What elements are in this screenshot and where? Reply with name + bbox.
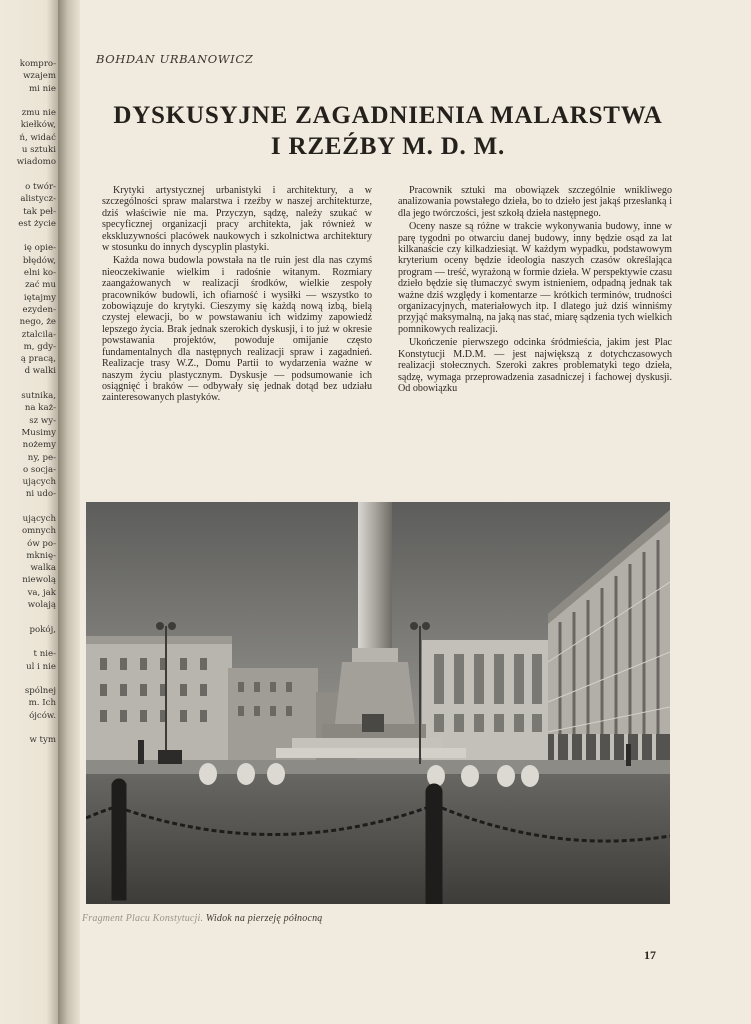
paragraph: Krytyki artystycznej urbanistyki i architektury, a w szczególności spraw malarstwa i rzeźby w naszej architekturze, dziś właściwie nie ma. Przyczyn, sądzę, należy szukać w specyficznej organizacji pracy architekta, jak również w ekskluzywności placówek naukowych i szkolnictwa architektury w stosunku do innych dyscyplin plastyki. (102, 185, 372, 254)
left-page-fragment (0, 230, 56, 242)
left-page-fragment: est życie (18, 218, 56, 229)
book-spine (58, 0, 80, 1024)
photo-plac-konstytucji (86, 502, 670, 904)
left-page-fragment: ni udo- (25, 489, 56, 500)
title-line-2: I RZEŹBY M. D. M. (270, 133, 506, 160)
left-page-fragment: Musimy (21, 427, 56, 438)
page-number: 17 (644, 948, 656, 962)
left-page-fragment: błędów, (22, 255, 56, 266)
left-page-fragment: nego, że (19, 317, 56, 328)
left-page-fragment: kiełków, (20, 120, 56, 131)
photo-caption (82, 913, 323, 924)
left-page-fragment: omnych (21, 526, 56, 537)
building-left (86, 642, 232, 762)
paragraph: Każda nowa budowla powstała na tle ruin jest dla nas czymś nieoczekiwanie wielkim i radośnie witanym. Rozmiary zaangażowanych w realizacji środków, wielkie zespoły pracowników budowli, ich ofiarność i wysiłki — wszystko to zobowiązuje do krytyki. Cieszymy się każdą nową izbą, bielą czystej elewacji, bo w powstawaniu ich widzimy zapowiedź lepszego życia. Brak jednak szerokich dyskusji, i to już w okresie powstawania projektów, powoduje omijanie często fundamentalnych dla następnych realizacji spraw i zagadnień. Realizacje trasy W.Z., Domu Partii to wydarzenia ważne w naszym życiu plastycznym. Dyskusje — podsumowanie ich osiągnięć i braków — odbywały się jednak dotąd bez udziału zainteresowanych plastyków. (102, 255, 372, 404)
left-page-fragment: ię opie- (24, 243, 56, 254)
left-page-fragment (0, 95, 56, 107)
square-pavement (86, 760, 670, 904)
left-page-fragment: mknię- (26, 550, 56, 561)
left-page-fragment: ójców. (29, 710, 56, 721)
left-page-fragment: sutnika, (21, 391, 56, 402)
left-page-fragment: alistycz- (20, 194, 56, 205)
left-page-fragment: ztalcila- (21, 329, 56, 340)
left-page-fragment (0, 722, 56, 734)
left-page-fragment: u sztuki (21, 145, 56, 156)
left-page-fragment: ą pracą, (20, 354, 56, 365)
left-page-fragment (0, 636, 56, 648)
left-page-fragment: zać mu (25, 280, 56, 291)
left-page-fragment: o twór- (25, 181, 56, 192)
left-page-text-fragments (0, 58, 56, 747)
article-column-right (398, 185, 672, 396)
left-page-fragment: pokój, (29, 624, 56, 635)
left-page (0, 0, 58, 1024)
left-page-fragment: ów po- (27, 538, 56, 549)
monument-column (358, 502, 392, 652)
left-page-fragment: tak peł- (23, 206, 56, 217)
left-page-fragment: o socja- (23, 464, 56, 475)
left-page-fragment (0, 169, 56, 181)
left-page-fragment (0, 673, 56, 685)
left-page-fragment: wzajem (23, 71, 56, 82)
left-page-fragment: iętajmy (23, 292, 56, 303)
left-page-fragment: m. Ich (28, 698, 56, 709)
paragraph: Ukończenie pierwszego odcinka śródmieścia, jakim jest Plac Konstytucji M.D.M. — jest największą z dotychczasowych realizacji stołecznych. Szeroki zakres problematyki tego dzieła, sądzę, wymaga przeprowadzenia zasadniczej i fachowej dyskusji. Od obowiązku (398, 337, 672, 394)
paragraph: Pracownik sztuki ma obowiązek szczególnie wnikliwego analizowania powstałego dzieła, bo to dzieło jest jakąś przesłanką i dla jego twórczości, jest szkołą dzieła następnego. (398, 185, 672, 219)
article-column-left (102, 185, 372, 406)
left-page-fragment: t nie- (33, 649, 56, 660)
left-page-fragment: walka (30, 563, 56, 574)
left-page-fragment: wiadomo (16, 157, 56, 168)
article-photo (86, 502, 670, 904)
left-page-fragment (0, 378, 56, 390)
article-title (90, 100, 686, 162)
caption-faded: Fragment Placu Konstytucji. (82, 913, 204, 924)
left-page-fragment: mi nie (29, 83, 56, 94)
left-page-fragment: nożemy (22, 440, 56, 451)
paragraph: Oceny nasze są różne w trakcie wykonywania budowy, inne w parę tygodni po otwarciu danej budowy, inny będzie osąd za lat kilkanaście czy kilkadziesiąt. W każdym wypadku, podstawowym kryterium oceny będzie ideologia naszych czasów określająca program — treść, wyrażoną w formie dzieła. W perspektywie czasu dzieło będzie się tłumaczyć swym istnieniem, odpadną jednak tak ważne dziś względy i komentarze — krótkich terminów, trudności organizacyjnych, materiałowych itp. I dlatego już dziś winniśmy przyjąć maksymalną, na jaką nas stać, miarę sądzenia tych wielkich pomnikowych realizacji. (398, 221, 673, 335)
left-page-fragment: w tym (29, 735, 56, 746)
left-page-fragment: sz wy- (29, 415, 56, 426)
title-line-1: DYSKUSYJNE ZAGADNIENIA MALARSTWA (113, 102, 663, 129)
left-page-fragment: ezyden- (22, 304, 56, 315)
left-page-fragment: zmu nie (21, 108, 56, 119)
left-page-fragment: ujących (22, 477, 56, 488)
left-page-fragment: elni ko- (23, 268, 56, 279)
left-page-fragment (0, 501, 56, 513)
left-page-fragment: m, gdy- (23, 341, 56, 352)
left-page-fragment: ujących (22, 513, 56, 524)
left-page-fragment: d walki (24, 366, 56, 377)
caption-text: Widok na pierzeję północną (205, 913, 323, 924)
left-page-fragment: wolają (27, 600, 56, 611)
left-page-fragment: kompro- (19, 59, 56, 69)
left-page-fragment: ń, widać (19, 132, 56, 143)
left-page-fragment: na każ- (24, 403, 56, 414)
left-page-fragment: ul i nie (26, 661, 56, 672)
left-page-fragment: va, jak (27, 587, 56, 598)
left-page-fragment: niewolą (22, 575, 56, 586)
left-page-fragment: spólnej (24, 686, 56, 697)
left-page-fragment (0, 611, 56, 623)
left-page-fragment: ny, pe- (27, 452, 56, 463)
article-author: BOHDAN URBANOWICZ (96, 52, 254, 66)
